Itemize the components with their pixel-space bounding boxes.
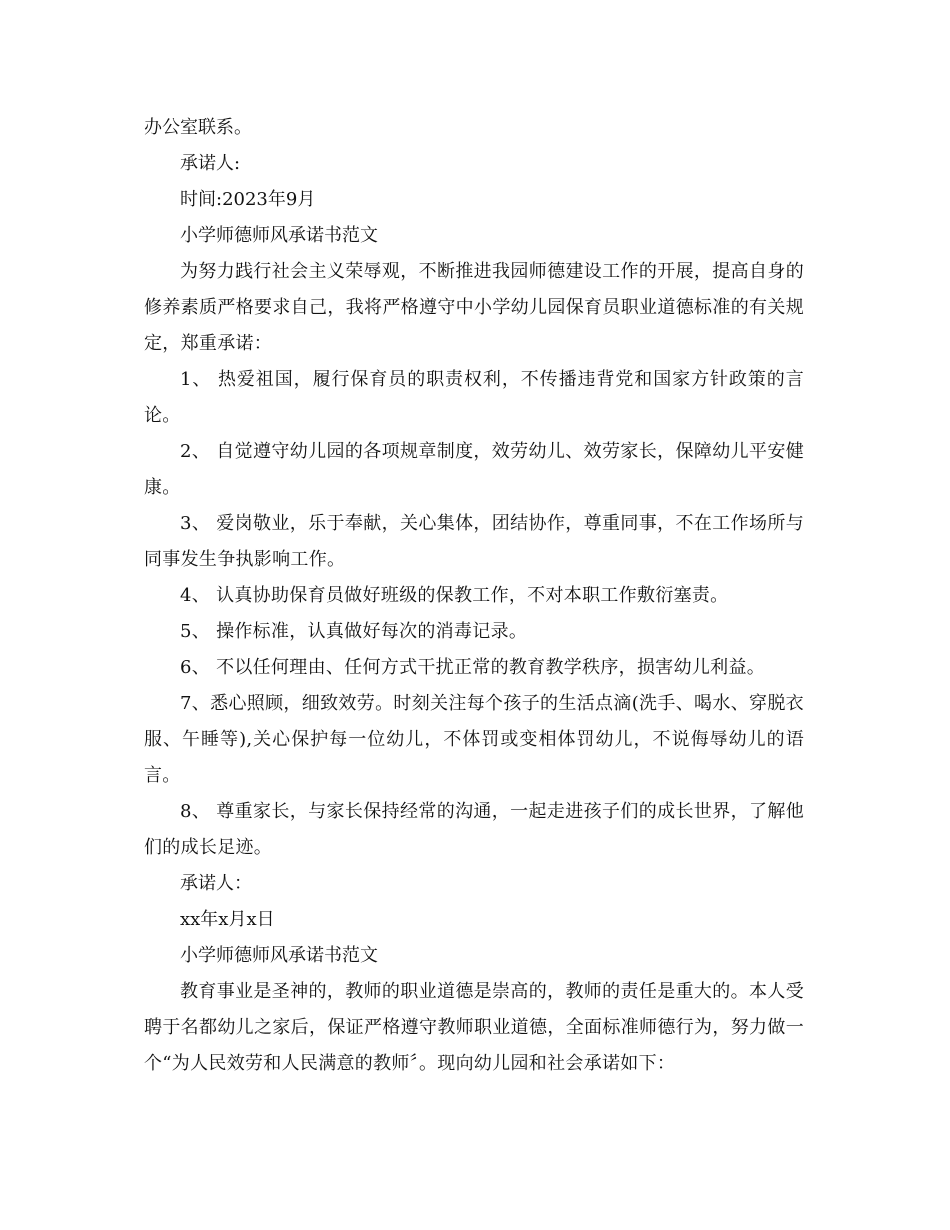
list-item: 3、 爱岗敬业，乐于奉献，关心集体，团结协作，尊重同事，不在工作场所与同事发生争执影响工作。 (144, 513, 804, 570)
signer-label: 承诺人: (180, 153, 241, 174)
date-line: 时间:2023年9月 (180, 189, 316, 210)
section-title: 小学师德师风承诺书范文 (180, 945, 378, 966)
document-page (144, 110, 804, 1082)
list-item: 7、悉心照顾，细致效劳。时刻关注每个孩子的生活点滴(洗手、喝水、穿脱衣服、午睡等),关心保护每一位幼儿，不体罚或变相体罚幼儿，不说侮辱幼儿的语言。 (144, 693, 804, 786)
text-line: 办公室联系。 (144, 117, 252, 138)
signer-label: 承诺人： (180, 873, 252, 894)
section-title: 小学师德师风承诺书范文 (180, 225, 378, 246)
intro-paragraph: 为努力践行社会主义荣辱观，不断推进我园师德建设工作的开展，提高自身的修养素质严格要求自己，我将严格遵守中小学幼儿园保育员职业道德标准的有关规定，郑重承诺： (144, 261, 804, 354)
date-line: xx年x月x日 (180, 909, 275, 930)
list-item: 1、 热爱祖国，履行保育员的职责权利，不传播违背党和国家方针政策的言论。 (144, 369, 804, 426)
list-item: 5、 操作标准，认真做好每次的消毒记录。 (180, 621, 528, 642)
list-item: 8、 尊重家长，与家长保持经常的沟通，一起走进孩子们的成长世界，了解他们的成长足迹。 (144, 801, 804, 858)
body-paragraph: 教育事业是圣神的，教师的职业道德是崇高的，教师的责任是重大的。本人受聘于名都幼儿之家后，保证严格遵守教师职业道德，全面标准师德行为，努力做一个“为人民效劳和人民满意的教师〞。现向幼儿园和社会承诺如下： (144, 981, 804, 1074)
list-item: 2、 自觉遵守幼儿园的各项规章制度，效劳幼儿、效劳家长，保障幼儿平安健康。 (144, 441, 804, 498)
list-item: 6、 不以任何理由、任何方式干扰正常的教育教学秩序，损害幼儿利益。 (180, 657, 766, 678)
list-item: 4、 认真协助保育员做好班级的保教工作，不对本职工作敷衍塞责。 (180, 585, 729, 606)
